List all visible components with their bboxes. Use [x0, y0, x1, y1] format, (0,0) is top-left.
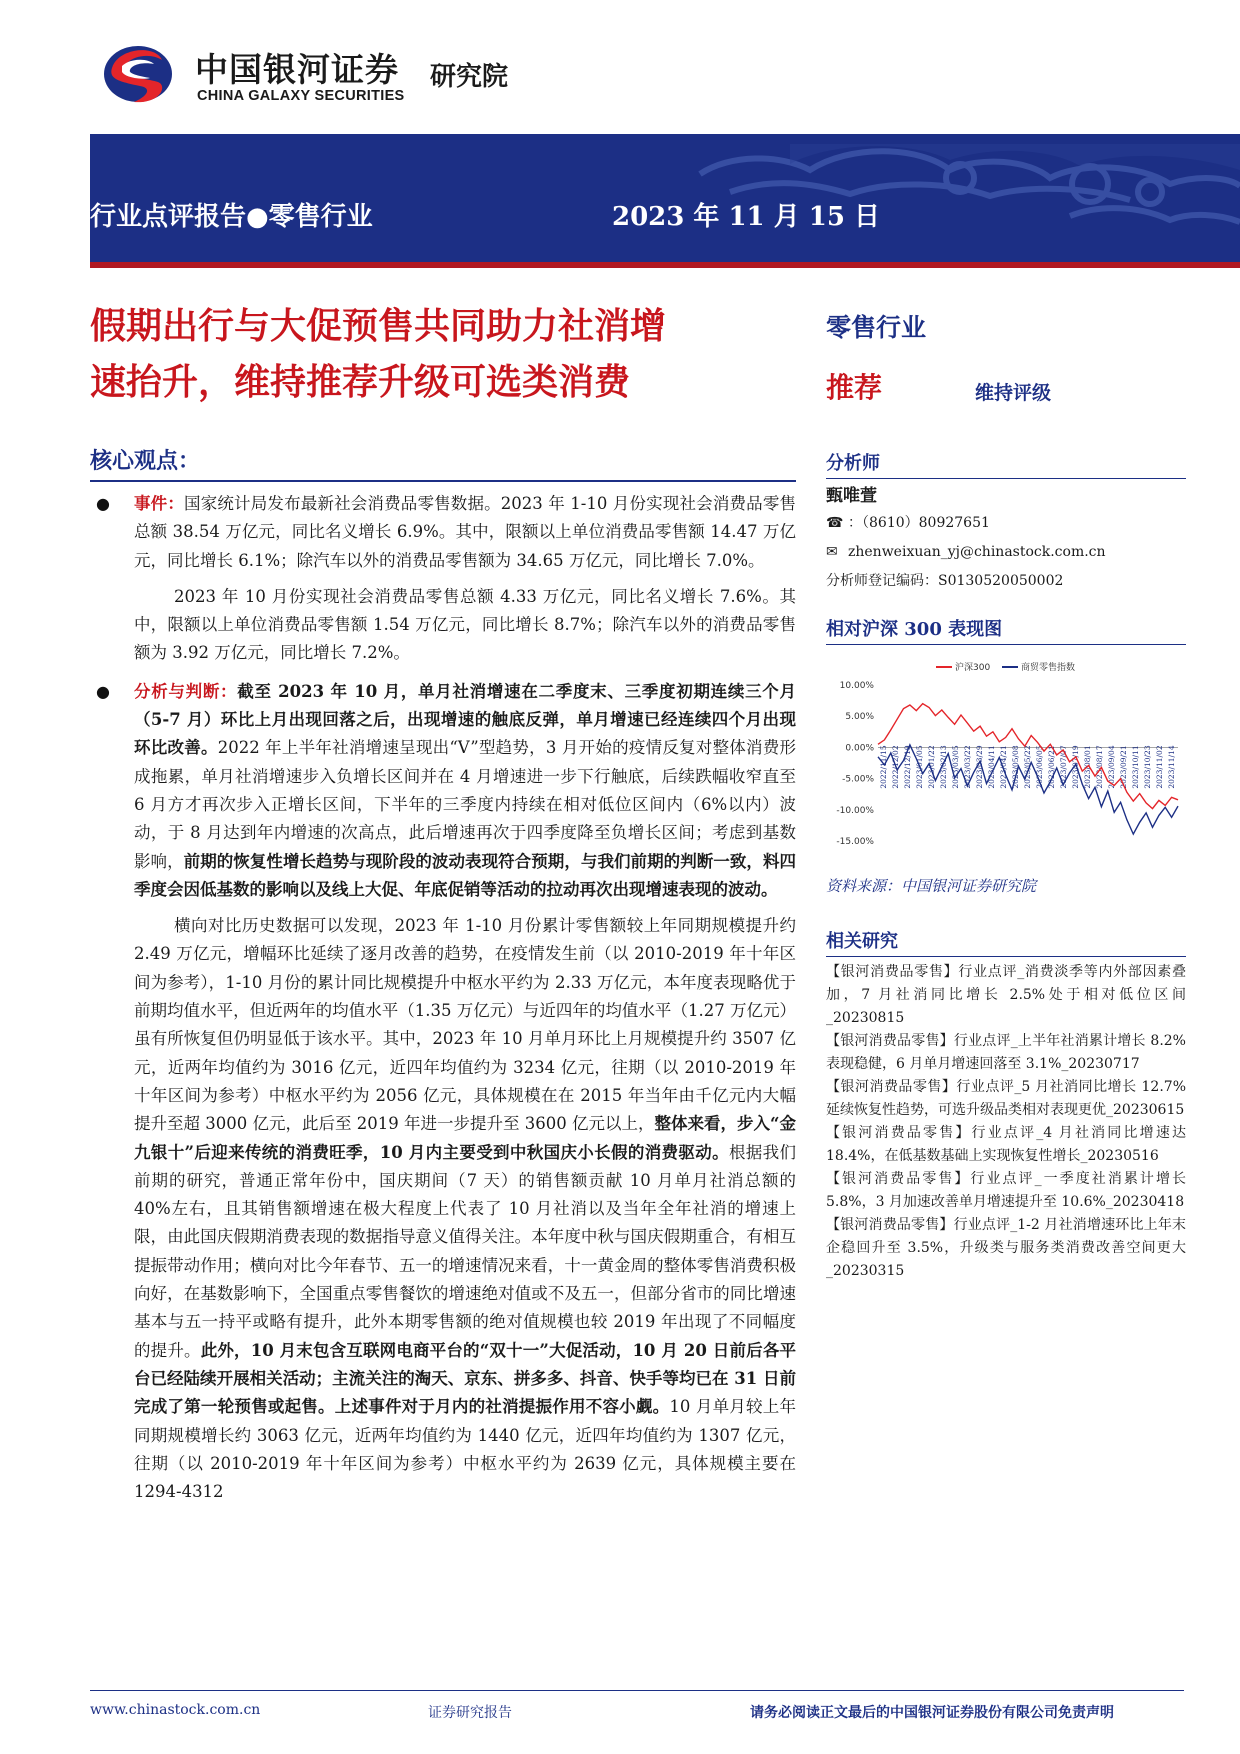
report-title — [90, 298, 810, 410]
analyst-email — [826, 538, 1186, 567]
y-tick-label: 10.00% — [839, 681, 874, 691]
legend-label: 沪深300 — [955, 663, 991, 673]
performance-chart — [826, 655, 1186, 869]
rating-action: 维持评级 — [975, 382, 1052, 404]
chart-heading: 相对沪深 300 表现图 — [826, 619, 1003, 640]
chart-source: 资料来源：中国银河证券研究院 — [826, 877, 1037, 895]
email-link[interactable]: zhenweixuan_yj@chinastock.com.cn — [848, 544, 1106, 560]
x-tick-label: 2023/08/01 — [1083, 745, 1092, 789]
bullet-text: 国家统计局发布最新社会消费品零售数据。2023 年 1-10 月份实现社会消费品零售总额 38.54 万亿元，同比名义增长 6.9%。其中，限额以上单位消费品零售额 14.47 万亿元，同比增长 6.1%；除汽车以外的消费品零售额为 34.65 万亿元，同比增长 7.0%。 — [134, 494, 797, 570]
rating-label: 推荐 — [826, 371, 883, 404]
bullet-text: 2022 年上半年社消增速呈现出“V”型趋势，3 月开始的疫情反复对整体消费形成拖累，单月社消增速步入负增长区间并在 4 月增速进一步下行触底，后续跌幅收窄直至 6 月方才再次步入正增长区间，下半年的三季度内持续在相对低位区间内（6%以内）波动，于 8 月达到年内增速的次高点，此后增速再次于四季度降至负增长区间；考虑到基数影响， — [134, 738, 796, 871]
company-name-cn: 中国银河证券 — [195, 50, 399, 89]
x-tick-label: 2023/03/29 — [975, 745, 984, 789]
x-tick-label: 2023/04/21 — [999, 745, 1008, 789]
legend-label: 商贸零售指数 — [1021, 663, 1076, 673]
x-tick-label: 2023/03/05 — [951, 745, 960, 789]
paragraph-text: 根据我们前期的研究，普通正常年份中，国庆期间（7 天）的销售额贡献 10 月单月社消总额的 40%左右，且其销售额增速在极大程度上代表了 10 月社消以及当年全年社消的增速上限，由此国庆假期消费表现的数据指导意义值得关注。本年度中秋与国庆假期重合，有相互提振带动作用；横向对比今年春节、五一的增速情况来看，十一黄金周的整体零售消费积极向好，在基数影响下，全国重点零售餐饮的增速绝对值或不及五一，但部分省市的同比增速基本与五一持平或略有提升，此外本期零售额的绝对值规模也较 2019 年出现了不同幅度的提升。 — [134, 1142, 797, 1360]
analyst-heading: 分析师 — [826, 453, 880, 474]
y-tick-label: -10.00% — [836, 805, 874, 816]
x-tick-label: 2023/10/11 — [1131, 745, 1140, 789]
bold-text: 此外，10 月末包含互联网电商平台的“双十一”大促活动，10 月 20 日前后各平台已经陆续开展相关活动；主流关注的淘天、京东、拼多多、抖音、快手等均已在 31 日前完成了第一轮预售或起售。上述事件对于月内的社消提振作用不容小觑。 — [134, 1340, 797, 1417]
y-tick-label: -15.00% — [836, 837, 874, 847]
bullet-icon: ● — [96, 494, 110, 513]
phone-text: ：（8610）80927651 — [848, 515, 990, 531]
section-heading: 核心观点： — [90, 448, 201, 474]
bullet-icon: ● — [96, 681, 110, 701]
x-tick-label: 2023/09/21 — [1119, 745, 1128, 789]
institute-label: 研究院 — [430, 62, 509, 92]
x-tick-label: 2023/03/22 — [963, 745, 972, 789]
bullet-lead: 分析与判断： — [134, 681, 238, 701]
y-tick-label: 0.00% — [845, 743, 874, 754]
paragraph — [134, 912, 796, 1506]
x-tick-label: 2023/01/22 — [927, 745, 936, 789]
banner-divider — [90, 262, 1240, 268]
analyst-reg-code: 分析师登记编码：S0130520050002 — [826, 573, 1064, 589]
x-tick-label: 2023/10/23 — [1143, 745, 1152, 789]
company-name-en: CHINA GALAXY SECURITIES — [197, 88, 405, 104]
paragraph-text: 10 月单月较上年同期规模增长约 3063 亿元，近两年均值约为 1440 亿元，近四年均值约为 1307 亿元，往期（以 2010-2019 年十年区间为参考）中枢水平约为 2639 亿元，具体规模主要在 1294-4312 — [134, 1397, 796, 1502]
paragraph: 2023 年 10 月份实现社会消费品零售总额 4.33 万亿元，同比名义增长 7.6%。其中，限额以上单位消费品零售额 1.54 万亿元，同比增长 8.7%；除汽车以外的消费品零售额为 3.92 万亿元，同比增长 7.2%。 — [134, 586, 796, 663]
analyst-phone — [826, 509, 1186, 538]
footer-center: 证券研究报告 — [428, 1705, 512, 1721]
x-tick-label: 2023/11/02 — [1155, 745, 1164, 789]
footer-divider — [90, 1690, 1184, 1691]
footer-website[interactable]: www.chinastock.com.cn — [90, 1702, 261, 1718]
bullet-lead: 事件： — [134, 494, 185, 513]
related-item[interactable]: 【银河消费品零售】行业点评_4 月社消同比增速达 18.4%，在低基数基础上实现恢复性增长_20230516 — [826, 1125, 1186, 1164]
x-tick-label: 2023/07/19 — [1071, 745, 1080, 789]
related-item[interactable]: 【银河消费品零售】行业点评_上半年社消累计增长 8.2%表现稳健，6 月单月增速回落至 3.1%_20230717 — [826, 1033, 1186, 1072]
x-tick-label: 2023/01/05 — [915, 745, 924, 789]
title-line-1: 假期出行与大促预售共同助力社消增 — [90, 305, 667, 347]
x-tick-label: 2023/11/14 — [1167, 745, 1176, 789]
related-item[interactable]: 【银河消费品零售】行业点评_5 月社消同比增长 12.7%延续恢复性趋势，可选升级品类相对表现更优_20230615 — [826, 1079, 1186, 1118]
footer-disclaimer: 请务必阅读正文最后的中国银河证券股份有限公司免责声明 — [750, 1705, 1114, 1721]
x-tick-label: 2023/09/04 — [1107, 745, 1116, 789]
x-tick-label: 2023/06/21 — [1047, 745, 1056, 789]
industry-label: 零售行业 — [826, 313, 927, 342]
report-type: 行业点评报告●零售行业 — [90, 202, 373, 232]
related-heading: 相关研究 — [826, 931, 898, 952]
related-list — [826, 961, 1186, 1283]
x-tick-label: 2022/12/19 — [903, 745, 912, 789]
x-tick-label: 2022/11/15 — [879, 745, 888, 789]
mail-icon: ✉ — [826, 544, 838, 560]
analyst-name: 甄唯萱 — [826, 486, 877, 506]
x-tick-label: 2023/02/13 — [939, 745, 948, 789]
header-banner — [90, 134, 1240, 266]
bullet-event — [90, 490, 796, 668]
related-item[interactable]: 【银河消费品零售】行业点评_一季度社消累计增长 5.8%，3 月加速改善单月增速提升至 10.6%_20230418 — [826, 1171, 1186, 1210]
company-logo — [100, 38, 560, 108]
paragraph-text: 横向对比历史数据可以发现，2023 年 1-10 月份累计零售额较上年同期规模提升约 2.49 万亿元，增幅环比延续了逐月改善的趋势，在疫情发生前（以 2010-2019 年十年区间为参考），1-10 月份的累计同比规模提升中枢水平约为 2.33 万亿元，本年度表现略优于前期均值水平，但近两年的均值水平（1.35 万亿元）与近四年的均值水平（1.27 万亿元）虽有所恢复但仍明显低于该水平。其中，2023 年 10 月单月环比上月规模提升约 3507 亿元，近两年均值约为 3016 亿元，近四年均值约为 3234 亿元，往期（以 2010-2019 年十年区间为参考）中枢水平约为 2056 亿元，具体规模在在 2015 年当年由千亿元内大幅提升至超 3000 亿元，此后至 2019 年进一步提升至 3600 亿元以上， — [134, 916, 796, 1134]
x-tick-label: 2023/05/08 — [1011, 745, 1020, 789]
y-tick-label: -5.00% — [842, 774, 874, 785]
y-tick-label: 5.00% — [845, 712, 874, 723]
x-tick-label: 2023/08/17 — [1095, 745, 1104, 789]
galaxy-logo-icon — [100, 38, 180, 108]
related-item[interactable]: 【银河消费品零售】行业点评_1-2 月社消增速环比上年末企稳回升至 3.5%，升级类与服务类消费改善空间更大_20230315 — [826, 1217, 1186, 1279]
bold-text: 前期的恢复性增长趋势与现阶段的波动表现符合预期，与我们前期的判断一致，料四季度会因低基数的影响以及线上大促、年底促销等活动的拉动再次出现增速表现的波动。 — [134, 851, 797, 899]
bold-text: 整体来看，步入“金九银十”后迎来传统的消费旺季，10 月内主要受到中秋国庆小长假的消费驱动。 — [134, 1114, 796, 1162]
x-tick-label: 2023/04/11 — [987, 745, 996, 789]
sidebar — [826, 452, 1186, 1283]
sidebar-divider — [826, 644, 1186, 645]
x-tick-label: 2023/06/05 — [1035, 745, 1044, 789]
main-content — [90, 490, 796, 1506]
bullet-analysis — [90, 678, 796, 1507]
x-tick-label: 2022/12/02 — [891, 745, 900, 789]
bold-text: 截至 2023 年 10 月，单月社消增速在二季度末、三季度初期连续三个月（5-7 月）环比上月出现回落之后，出现增速的触底反弹，单月增速已经连续四个月出现环比改善。 — [134, 681, 796, 758]
phone-icon: ☎ — [826, 515, 844, 531]
report-date: 2023 年 11 月 15 日 — [612, 202, 880, 232]
sidebar-divider — [826, 478, 1186, 479]
title-line-2: 速抬升，维持推荐升级可选类消费 — [90, 361, 631, 403]
section-divider — [90, 480, 796, 482]
x-tick-label: 2023/05/22 — [1023, 745, 1032, 789]
related-item[interactable]: 【银河消费品零售】行业点评_消费淡季等内外部因素叠加，7 月社消同比增长 2.5%处于相对低位区间_20230815 — [826, 964, 1186, 1026]
x-tick-label: 2023/07/07 — [1059, 745, 1068, 789]
sidebar-divider — [826, 956, 1186, 957]
